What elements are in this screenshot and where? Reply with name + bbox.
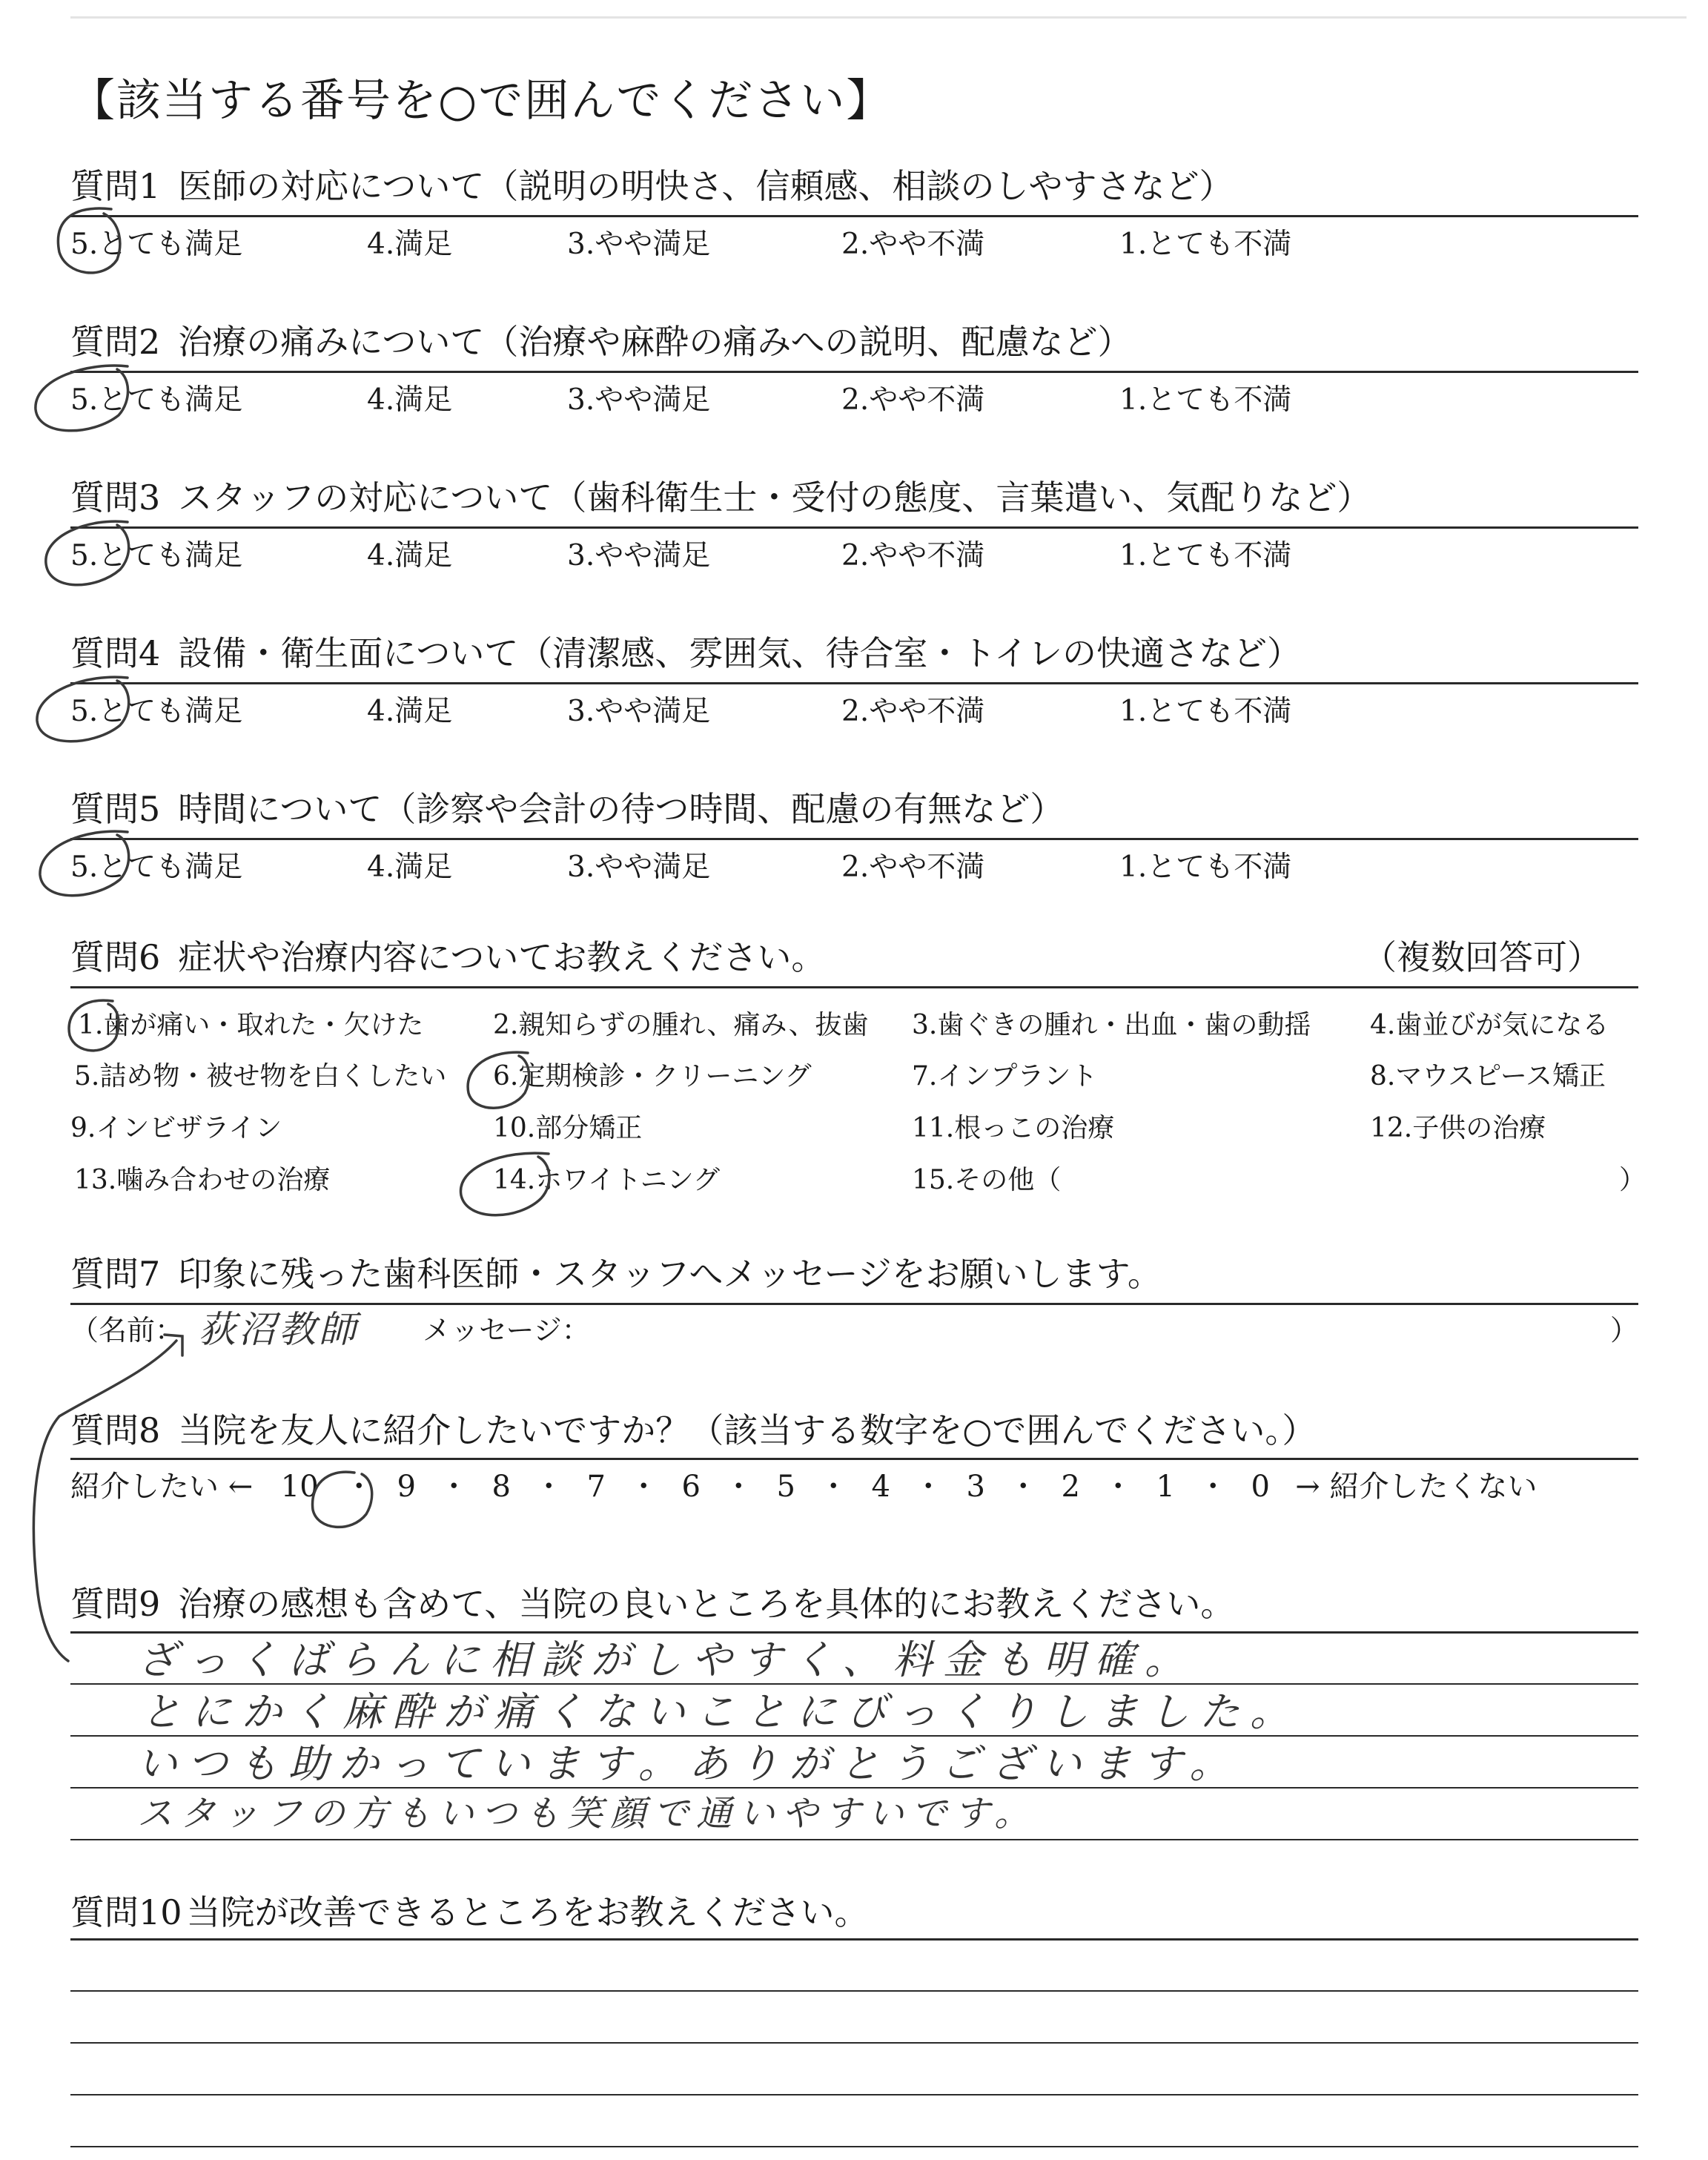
q5-option-4[interactable]: 4.満足 [367, 851, 453, 884]
q3-rule [70, 526, 1638, 529]
q8-scale-separator: ・ [818, 1470, 849, 1504]
q6-option-15[interactable]: 15.その他（ [912, 1165, 1062, 1195]
q9-handwritten-line: スタッフの方もいつも笑顔で通いやすいです。 [137, 1793, 1038, 1834]
q7-message-label: メッセージ： [423, 1314, 590, 1347]
q4-option-4[interactable]: 4.満足 [367, 695, 453, 728]
q6-option-6[interactable]: 6.定期検診・クリーニング [493, 1061, 812, 1091]
q4-option-1[interactable]: 1.とても不満 [1119, 695, 1292, 728]
q5-option-5[interactable]: 5.とても満足 [70, 851, 243, 884]
q8-scale-1[interactable]: 1 [1156, 1470, 1175, 1504]
q2-option-5[interactable]: 5.とても満足 [70, 383, 243, 417]
q1-option-5[interactable]: 5.とても満足 [70, 228, 243, 261]
q6-rule [70, 986, 1638, 988]
q3-text: スタッフの対応について（歯科衛生士・受付の態度、言葉遣い、気配りなど） [178, 478, 1371, 518]
q3-option-4[interactable]: 4.満足 [367, 539, 453, 572]
q7-number: 質問7 [70, 1254, 161, 1294]
q5-option-1[interactable]: 1.とても不満 [1119, 851, 1292, 884]
q7-name-label: （名前： [70, 1314, 184, 1347]
q10-number: 質問10 [70, 1892, 182, 1932]
q8-scale-4[interactable]: 4 [871, 1470, 890, 1504]
q4-option-2[interactable]: 2.やや不満 [841, 695, 985, 728]
q10-text: 当院が改善できるところをお教えください。 [186, 1892, 869, 1932]
q2-text: 治療の痛みについて（治療や麻酔の痛みへの説明、配慮など） [178, 322, 1132, 362]
q9-number: 質問9 [70, 1584, 161, 1624]
q3-option-3[interactable]: 3.やや満足 [567, 539, 711, 572]
q6-option-11[interactable]: 11.根っこの治療 [912, 1113, 1115, 1143]
q2-title [70, 322, 1132, 362]
q5-text: 時間について（診察や会計の待つ時間、配慮の有無など） [178, 789, 1065, 829]
q4-title [70, 633, 1302, 673]
q8-scale-separator: ・ [439, 1470, 469, 1504]
q1-title [70, 166, 1234, 206]
q7-rule [70, 1303, 1638, 1305]
q8-scale-6[interactable]: 6 [681, 1470, 701, 1504]
q6-option-1[interactable]: 1.歯が痛い・取れた・欠けた [78, 1010, 424, 1040]
q6-option-5[interactable]: 5.詰め物・被せ物を白くしたい [74, 1061, 447, 1091]
q5-option-2[interactable]: 2.やや不満 [841, 851, 985, 884]
q8-scale-7[interactable]: 7 [586, 1470, 606, 1504]
q2-option-1[interactable]: 1.とても不満 [1119, 383, 1292, 417]
q7-close-paren: ） [1610, 1314, 1639, 1347]
q8-rule [70, 1458, 1638, 1460]
q8-scale-separator: ・ [724, 1470, 754, 1504]
q2-option-3[interactable]: 3.やや満足 [567, 383, 711, 417]
q1-option-2[interactable]: 2.やや不満 [841, 228, 985, 261]
q8-scale-3[interactable]: 3 [966, 1470, 985, 1504]
q8-scale-separator: ・ [1198, 1470, 1228, 1504]
q9-answer-line [70, 1839, 1638, 1840]
q8-scale-separator: ・ [344, 1470, 374, 1504]
q6-option-8[interactable]: 8.マウスピース矯正 [1370, 1061, 1606, 1091]
q1-number: 質問1 [70, 166, 161, 206]
q8-scale-5[interactable]: 5 [776, 1470, 795, 1504]
q2-rule [70, 371, 1638, 373]
q10-rule [70, 1938, 1638, 1941]
q6-option-2[interactable]: 2.親知らずの腫れ、痛み、抜歯 [493, 1010, 869, 1040]
q5-option-3[interactable]: 3.やや満足 [567, 851, 711, 884]
q3-option-1[interactable]: 1.とても不満 [1119, 539, 1292, 572]
q4-text: 設備・衛生面について（清潔感、雰囲気、待合室・トイレの快適さなど） [178, 633, 1302, 673]
q10-answer-line [70, 1990, 1638, 1992]
q1-option-4[interactable]: 4.満足 [367, 228, 453, 261]
q3-number: 質問3 [70, 478, 161, 518]
q4-rule [70, 682, 1638, 684]
q8-text: 当院を友人に紹介したいですか？（該当する数字を○で囲んでください。） [178, 1410, 1317, 1450]
q8-left-label: 紹介したい ← [70, 1470, 254, 1504]
q3-option-2[interactable]: 2.やや不満 [841, 539, 985, 572]
q4-option-3[interactable]: 3.やや満足 [567, 695, 711, 728]
q4-number: 質問4 [70, 633, 161, 673]
q8-scale-8[interactable]: 8 [491, 1470, 511, 1504]
q6-title [70, 937, 826, 977]
page-header: 【該当する番号を○で囲んでください】 [70, 75, 893, 127]
q1-option-1[interactable]: 1.とても不満 [1119, 228, 1292, 261]
q9-handwritten-line: ざっくばらんに相談がしやすく、料金も明確。 [137, 1636, 1195, 1683]
q7-text: 印象に残った歯科医師・スタッフへメッセージをお願いします。 [178, 1254, 1162, 1294]
q9-answer-line [70, 1735, 1638, 1737]
q6-number: 質問6 [70, 937, 161, 977]
q6-option-4[interactable]: 4.歯並びが気になる [1370, 1010, 1609, 1040]
q6-option-3[interactable]: 3.歯ぐきの腫れ・出血・歯の動揺 [912, 1010, 1311, 1040]
q8-scale-0[interactable]: 0 [1251, 1470, 1270, 1504]
q8-scale-10[interactable]: 10 [280, 1470, 319, 1504]
q8-scale-separator: ・ [1008, 1470, 1039, 1504]
q6-option-13[interactable]: 13.噛み合わせの治療 [74, 1165, 331, 1195]
q10-answer-line [70, 2146, 1638, 2147]
q2-number: 質問2 [70, 322, 161, 362]
q9-answer-line [70, 1683, 1638, 1685]
q8-scale-separator: ・ [913, 1470, 944, 1504]
q9-rule [70, 1631, 1638, 1634]
q5-title [70, 789, 1065, 829]
q2-option-4[interactable]: 4.満足 [367, 383, 453, 417]
q2-option-2[interactable]: 2.やや不満 [841, 383, 985, 417]
q8-scale [70, 1472, 1537, 1502]
q8-scale-separator: ・ [1103, 1470, 1133, 1504]
q8-scale-separator: ・ [629, 1470, 659, 1504]
q5-number: 質問5 [70, 789, 161, 829]
q6-option-7[interactable]: 7.インプラント [912, 1061, 1098, 1091]
q5-rule [70, 838, 1638, 840]
q6-text: 症状や治療内容についてお教えください。 [178, 937, 826, 977]
q1-rule [70, 215, 1638, 217]
q8-scale-2[interactable]: 2 [1061, 1470, 1080, 1504]
q8-title [70, 1410, 1317, 1450]
q7-title [70, 1254, 1162, 1294]
q9-text: 治療の感想も含めて、当院の良いところを具体的にお教えください。 [178, 1584, 1235, 1624]
q8-scale-separator: ・ [534, 1470, 564, 1504]
q9-handwritten-line: いつも助かっています。ありがとうございます。 [137, 1740, 1240, 1787]
q9-answer-line [70, 1787, 1638, 1789]
q8-number: 質問8 [70, 1410, 161, 1450]
q6-option-10[interactable]: 10.部分矯正 [493, 1113, 643, 1143]
top-divider [70, 16, 1687, 19]
q6-option-12[interactable]: 12.子供の治療 [1370, 1113, 1546, 1143]
q3-title [70, 478, 1371, 518]
q9-title [70, 1584, 1235, 1624]
q7-handwritten-name: 荻沼教師 [199, 1308, 359, 1351]
q8-scale-9[interactable]: 9 [397, 1470, 416, 1504]
q6-option-14[interactable]: 14.ホワイトニング [493, 1165, 721, 1195]
q4-option-5[interactable]: 5.とても満足 [70, 695, 243, 728]
q6-note: （複数回答可） [1363, 937, 1601, 977]
q3-option-5[interactable]: 5.とても満足 [70, 539, 243, 572]
q10-answer-line [70, 2042, 1638, 2044]
q6-option-16[interactable]: ） [1619, 1165, 1646, 1195]
q1-option-3[interactable]: 3.やや満足 [567, 228, 711, 261]
q6-option-9[interactable]: 9.インビザライン [70, 1113, 282, 1143]
q1-text: 医師の対応について（説明の明快さ、信頼感、相談のしやすさなど） [178, 166, 1234, 206]
q8-right-label: → 紹介したくない [1295, 1470, 1537, 1504]
q9-handwritten-line: とにかく麻酔が痛くないことにびっくりしました。 [141, 1688, 1300, 1735]
q10-title [70, 1892, 869, 1932]
q10-answer-line [70, 2094, 1638, 2095]
